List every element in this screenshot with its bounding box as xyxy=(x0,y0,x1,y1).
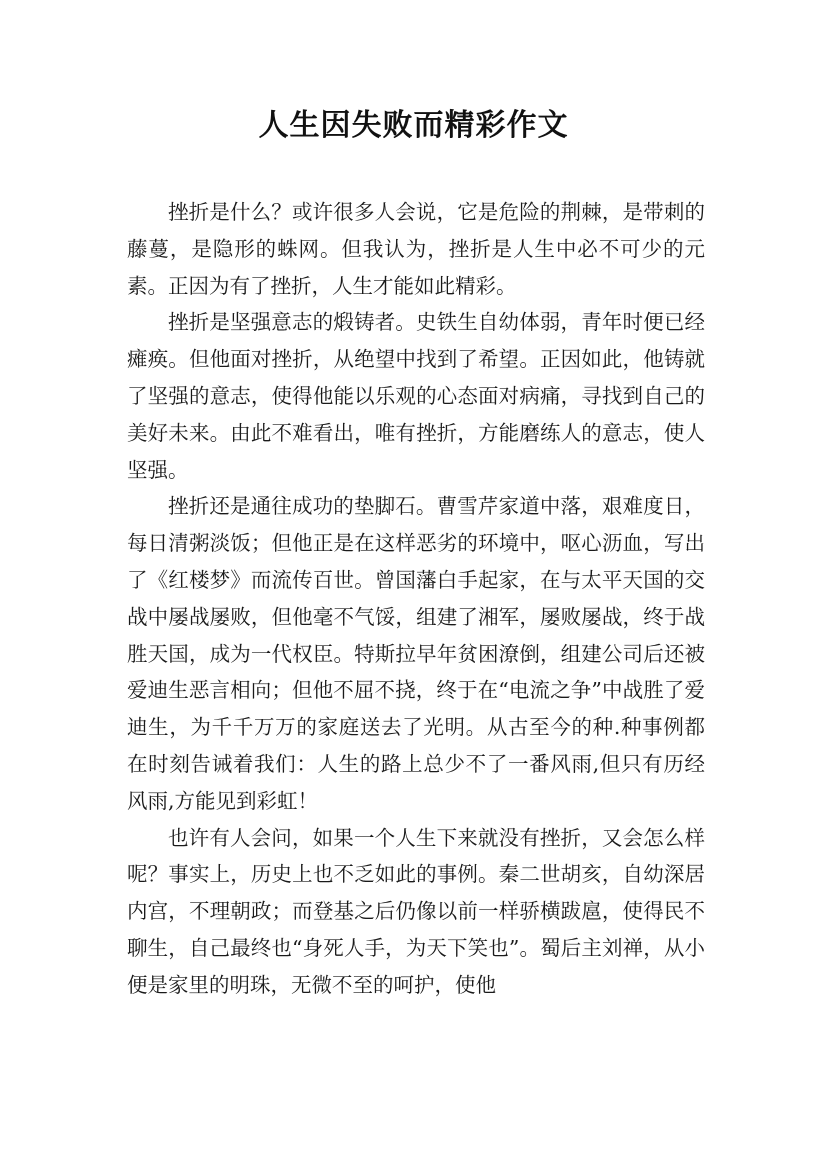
document-body xyxy=(127,194,705,1004)
paragraph-1: 挫折是什么？或许很多人会说，它是危险的荆棘，是带刺的藤蔓，是隐形的蛛网。但我认为，挫折是人生中必不可少的元素。正因为有了挫折，人生才能如此精彩。 xyxy=(127,200,705,298)
document-title: 人生因失败而精彩作文 xyxy=(258,108,569,143)
paragraph-4: 也许有人会问，如果一个人生下来就没有挫折，又会怎么样呢？事实上，历史上也不乏如此的事例。秦二世胡亥，自幼深居内宫，不理朝政；而登基之后仍像以前一样骄横跋扈，使得民不聊生，自己最终也“身死人手，为天下笑也”。蜀后主刘禅，从小便是家里的明珠，无微不至的呵护，使他 xyxy=(127,825,705,997)
paragraph-3: 挫折还是通往成功的垫脚石。曹雪芹家道中落，艰难度日，每日清粥淡饭；但他正是在这样恶劣的环境中，呕心沥血，写出了《红楼梦》而流传百世。曾国藩白手起家，在与太平天国的交战中屡战屡败，但他毫不气馁，组建了湘军，屡败屡战，终于战胜天国，成为一代权臣。特斯拉早年贫困潦倒，组建公司后还被爱迪生恶言相向；但他不屈不挠，终于在“电流之争”中战胜了爱迪生，为千千万万的家庭送去了光明。从古至今的种.种事例都在时刻告诫着我们：人生的路上总少不了一番风雨,但只有历经风雨,方能见到彩虹！ xyxy=(127,494,705,813)
paragraph-2: 挫折是坚强意志的煅铸者。史铁生自幼体弱，青年时便已经瘫痪。但他面对挫折，从绝望中找到了希望。正因如此，他铸就了坚强的意志，使得他能以乐观的心态面对病痛，寻找到自己的美好未来。由此不难看出，唯有挫折，方能磨练人的意志，使人坚强。 xyxy=(127,310,705,482)
